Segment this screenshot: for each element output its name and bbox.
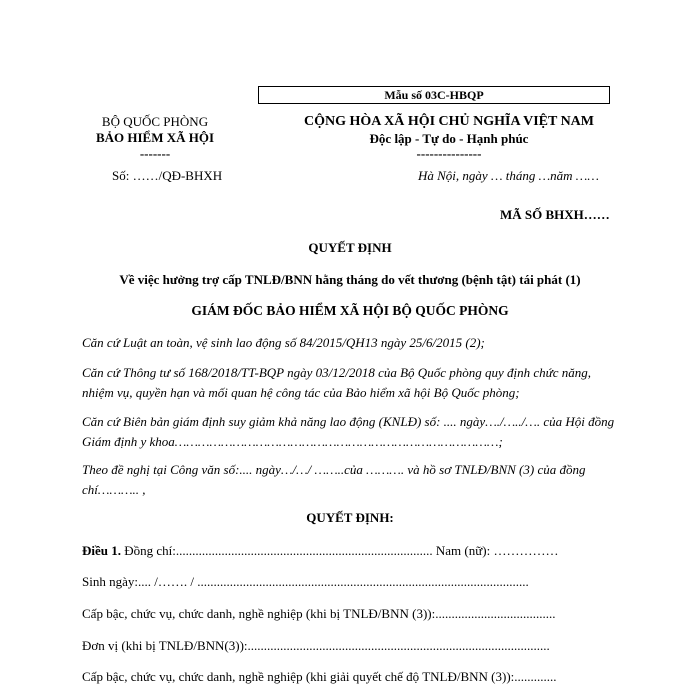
agency-name: BẢO HIỂM XÃ HỘI [95,130,215,145]
document-subject: Về việc hưởng trợ cấp TNLĐ/BNN hằng tháng do vết thương (bệnh tật) tái phát (1) [119,272,581,287]
comrade-field: Đồng chí:............................................................................... Nam (nữ): …………… [121,543,559,558]
legal-basis-1: Căn cứ Luật an toàn, vệ sinh lao động số 84/2015/QH13 ngày 25/6/2015 (2); [82,335,485,350]
rank-at-accident-field: Cấp bậc, chức vụ, chức danh, nghề nghiệp (khi bị TNLĐ/BNN (3)):..................................... [82,606,556,621]
legal-basis-4: Theo đề nghị tại Công văn số:.... ngày…/…/ ……..của ………. và hồ sơ TNLĐ/BNN (3) của đồng chí……….. , [82,462,586,497]
rank-at-settlement-field: Cấp bậc, chức vụ, chức danh, nghề nghiệp (khi giải quyết chế độ TNLĐ/BNN (3)):............. [82,669,557,684]
unit-field: Đơn vị (khi bị TNLĐ/BNN(3)):............................................................................................. [82,638,550,653]
issuer-title: GIÁM ĐỐC BẢO HIỂM XÃ HỘI BỘ QUỐC PHÒNG [191,303,509,318]
birth-date-field: Sinh ngày:.... /……. / ...................................................................................................... [82,574,529,589]
ministry-name: BỘ QUỐC PHÒNG [101,114,209,129]
bhxh-code: MÃ SỐ BHXH…… [500,207,610,222]
form-code-box [258,86,610,104]
article1-comrade-line [82,543,558,559]
article1-label: Điều 1. [82,543,121,558]
left-divider: ------- [139,146,171,161]
legal-basis-3: Căn cứ Biên bản giám định suy giảm khả năng lao động (KNLĐ) số: .... ngày…./…../…. của Hội đồng Giám định y khoa…………………………………………………………………………; [82,414,615,449]
right-divider: --------------- [416,146,482,161]
national-motto: Độc lập - Tự do - Hạnh phúc [369,131,529,146]
form-code: Mẫu số 03C-HBQP [384,87,484,102]
legal-basis-2: Căn cứ Thông tư số 168/2018/TT-BQP ngày 03/12/2018 của Bộ Quốc phòng quy định chức năng, nhiệm vụ, quyền hạn và mối quan hệ công tác của Bảo hiểm xã hội Bộ Quốc phòng; [82,365,591,400]
document-title: QUYẾT ĐỊNH [308,240,392,255]
nation-name: CỘNG HÒA XÃ HỘI CHỦ NGHĨA VIỆT NAM [303,114,594,129]
decision-number: Số: ……/QĐ-BHXH [112,168,223,183]
place-date: Hà Nội, ngày … tháng …năm …… [418,168,599,183]
decision-heading: QUYẾT ĐỊNH: [306,510,394,525]
